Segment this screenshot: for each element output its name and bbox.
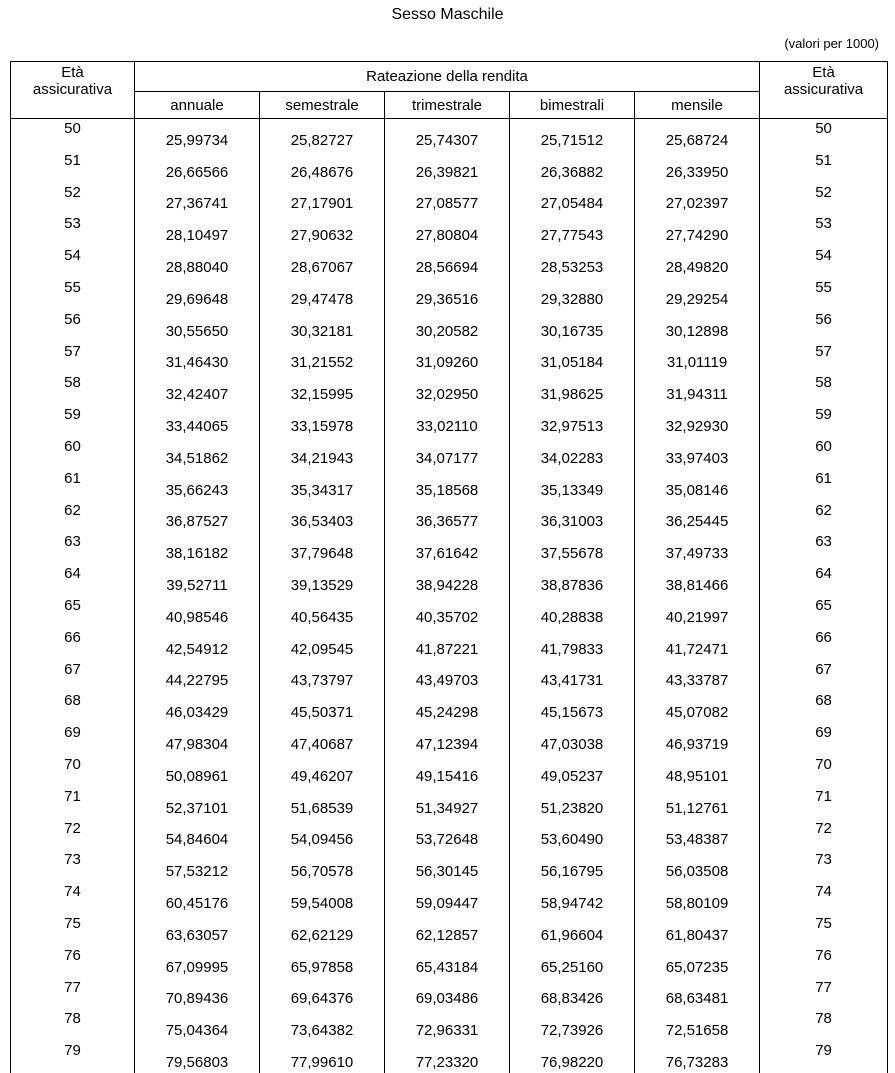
value-cell: 47,98304 xyxy=(135,723,260,755)
value-cell: 25,68724 xyxy=(635,119,760,151)
page-title: Sesso Maschile xyxy=(391,6,504,23)
table-row xyxy=(11,1041,888,1073)
age-cell: 54 xyxy=(11,246,135,278)
annuity-table xyxy=(10,61,888,1073)
value-cell: 49,46207 xyxy=(260,755,385,787)
table-row xyxy=(11,310,888,342)
value-cell: 42,54912 xyxy=(135,628,260,660)
age-cell: 60 xyxy=(11,437,135,469)
value-cell: 60,45176 xyxy=(135,882,260,914)
group-header: Rateazione della rendita xyxy=(135,62,760,92)
value-cell: 43,73797 xyxy=(260,660,385,692)
value-cell: 36,53403 xyxy=(260,501,385,533)
age-cell: 65 xyxy=(11,596,135,628)
age-cell-right: 55 xyxy=(760,278,888,310)
age-cell: 58 xyxy=(11,373,135,405)
age-cell-right: 77 xyxy=(760,978,888,1010)
age-cell-right: 51 xyxy=(760,151,888,183)
units-note: (valori per 1000) xyxy=(784,36,879,51)
age-header-left-line1: Età xyxy=(61,64,84,81)
value-cell: 56,70578 xyxy=(260,850,385,882)
value-cell: 30,32181 xyxy=(260,310,385,342)
value-cell: 41,79833 xyxy=(510,628,635,660)
age-cell: 69 xyxy=(11,723,135,755)
value-cell: 29,47478 xyxy=(260,278,385,310)
value-cell: 76,73283 xyxy=(635,1041,760,1073)
value-cell: 34,07177 xyxy=(385,437,510,469)
value-cell: 52,37101 xyxy=(135,787,260,819)
value-cell: 27,90632 xyxy=(260,214,385,246)
age-cell: 77 xyxy=(11,978,135,1010)
value-cell: 25,99734 xyxy=(135,119,260,151)
age-cell: 52 xyxy=(11,183,135,215)
value-cell: 33,97403 xyxy=(635,437,760,469)
table-row xyxy=(11,819,888,851)
value-cell: 31,46430 xyxy=(135,342,260,374)
age-cell: 72 xyxy=(11,819,135,851)
column-header: bimestrali xyxy=(510,92,635,119)
value-cell: 31,21552 xyxy=(260,342,385,374)
value-cell: 47,40687 xyxy=(260,723,385,755)
age-cell-right: 78 xyxy=(760,1009,888,1041)
age-cell: 79 xyxy=(11,1041,135,1073)
value-cell: 30,55650 xyxy=(135,310,260,342)
value-cell: 38,94228 xyxy=(385,564,510,596)
table-row xyxy=(11,755,888,787)
value-cell: 38,16182 xyxy=(135,532,260,564)
value-cell: 27,02397 xyxy=(635,183,760,215)
value-cell: 33,02110 xyxy=(385,405,510,437)
age-cell-right: 60 xyxy=(760,437,888,469)
value-cell: 28,56694 xyxy=(385,246,510,278)
value-cell: 27,05484 xyxy=(510,183,635,215)
column-header: mensile xyxy=(635,92,760,119)
value-cell: 41,72471 xyxy=(635,628,760,660)
value-cell: 72,51658 xyxy=(635,1009,760,1041)
value-cell: 42,09545 xyxy=(260,628,385,660)
value-cell: 32,42407 xyxy=(135,373,260,405)
value-cell: 27,80804 xyxy=(385,214,510,246)
value-cell: 40,56435 xyxy=(260,596,385,628)
value-cell: 29,69648 xyxy=(135,278,260,310)
value-cell: 39,13529 xyxy=(260,564,385,596)
value-cell: 28,49820 xyxy=(635,246,760,278)
value-cell: 35,08146 xyxy=(635,469,760,501)
column-header: annuale xyxy=(135,92,260,119)
table-row xyxy=(11,373,888,405)
value-cell: 26,36882 xyxy=(510,151,635,183)
value-cell: 72,73926 xyxy=(510,1009,635,1041)
table-row xyxy=(11,1009,888,1041)
age-cell: 56 xyxy=(11,310,135,342)
value-cell: 51,12761 xyxy=(635,787,760,819)
value-cell: 37,79648 xyxy=(260,532,385,564)
value-cell: 32,97513 xyxy=(510,405,635,437)
age-cell: 55 xyxy=(11,278,135,310)
value-cell: 28,10497 xyxy=(135,214,260,246)
value-cell: 63,63057 xyxy=(135,914,260,946)
age-cell: 73 xyxy=(11,850,135,882)
value-cell: 48,95101 xyxy=(635,755,760,787)
table-row xyxy=(11,437,888,469)
value-cell: 56,16795 xyxy=(510,850,635,882)
value-cell: 43,41731 xyxy=(510,660,635,692)
value-cell: 34,02283 xyxy=(510,437,635,469)
table-row xyxy=(11,850,888,882)
age-cell-right: 79 xyxy=(760,1041,888,1073)
value-cell: 79,56803 xyxy=(135,1041,260,1073)
value-cell: 26,33950 xyxy=(635,151,760,183)
value-cell: 65,43184 xyxy=(385,946,510,978)
age-cell-right: 54 xyxy=(760,246,888,278)
table-row xyxy=(11,246,888,278)
age-cell-right: 50 xyxy=(760,119,888,151)
age-cell-right: 61 xyxy=(760,469,888,501)
age-cell: 63 xyxy=(11,532,135,564)
value-cell: 69,03486 xyxy=(385,978,510,1010)
table-row xyxy=(11,278,888,310)
value-cell: 35,34317 xyxy=(260,469,385,501)
value-cell: 68,63481 xyxy=(635,978,760,1010)
table-row xyxy=(11,119,888,151)
age-header-right-line1: Età xyxy=(812,64,835,81)
value-cell: 45,24298 xyxy=(385,691,510,723)
value-cell: 53,72648 xyxy=(385,819,510,851)
value-cell: 75,04364 xyxy=(135,1009,260,1041)
value-cell: 27,08577 xyxy=(385,183,510,215)
age-cell-right: 70 xyxy=(760,755,888,787)
age-cell: 51 xyxy=(11,151,135,183)
age-cell: 59 xyxy=(11,405,135,437)
value-cell: 61,80437 xyxy=(635,914,760,946)
table-row xyxy=(11,183,888,215)
value-cell: 25,74307 xyxy=(385,119,510,151)
age-cell: 68 xyxy=(11,691,135,723)
value-cell: 53,60490 xyxy=(510,819,635,851)
value-cell: 54,09456 xyxy=(260,819,385,851)
age-cell-right: 56 xyxy=(760,310,888,342)
age-cell: 70 xyxy=(11,755,135,787)
value-cell: 38,87836 xyxy=(510,564,635,596)
age-cell-right: 76 xyxy=(760,946,888,978)
age-cell-right: 69 xyxy=(760,723,888,755)
table-row xyxy=(11,946,888,978)
value-cell: 25,82727 xyxy=(260,119,385,151)
table-row xyxy=(11,342,888,374)
table-row xyxy=(11,628,888,660)
table-row xyxy=(11,978,888,1010)
value-cell: 35,66243 xyxy=(135,469,260,501)
value-cell: 43,33787 xyxy=(635,660,760,692)
value-cell: 46,93719 xyxy=(635,723,760,755)
value-cell: 30,12898 xyxy=(635,310,760,342)
age-cell: 64 xyxy=(11,564,135,596)
table-row xyxy=(11,405,888,437)
age-header-right-line2: assicurativa xyxy=(783,81,864,98)
value-cell: 38,81466 xyxy=(635,564,760,596)
age-cell-right: 67 xyxy=(760,660,888,692)
value-cell: 45,07082 xyxy=(635,691,760,723)
age-cell-right: 63 xyxy=(760,532,888,564)
value-cell: 40,98546 xyxy=(135,596,260,628)
value-cell: 77,99610 xyxy=(260,1041,385,1073)
value-cell: 72,96331 xyxy=(385,1009,510,1041)
age-cell: 67 xyxy=(11,660,135,692)
value-cell: 77,23320 xyxy=(385,1041,510,1073)
value-cell: 36,31003 xyxy=(510,501,635,533)
value-cell: 61,96604 xyxy=(510,914,635,946)
age-cell: 66 xyxy=(11,628,135,660)
value-cell: 28,88040 xyxy=(135,246,260,278)
value-cell: 65,25160 xyxy=(510,946,635,978)
table-row xyxy=(11,151,888,183)
age-cell-right: 75 xyxy=(760,914,888,946)
table-row xyxy=(11,787,888,819)
value-cell: 39,52711 xyxy=(135,564,260,596)
column-header: trimestrale xyxy=(385,92,510,119)
value-cell: 37,49733 xyxy=(635,532,760,564)
value-cell: 31,09260 xyxy=(385,342,510,374)
value-cell: 49,05237 xyxy=(510,755,635,787)
value-cell: 40,35702 xyxy=(385,596,510,628)
value-cell: 58,94742 xyxy=(510,882,635,914)
value-cell: 27,77543 xyxy=(510,214,635,246)
age-cell-right: 58 xyxy=(760,373,888,405)
age-cell-right: 71 xyxy=(760,787,888,819)
value-cell: 62,12857 xyxy=(385,914,510,946)
value-cell: 28,67067 xyxy=(260,246,385,278)
table-row xyxy=(11,691,888,723)
age-cell-right: 74 xyxy=(760,882,888,914)
age-cell: 57 xyxy=(11,342,135,374)
value-cell: 33,44065 xyxy=(135,405,260,437)
value-cell: 30,16735 xyxy=(510,310,635,342)
age-cell: 75 xyxy=(11,914,135,946)
value-cell: 34,51862 xyxy=(135,437,260,469)
age-cell-right: 62 xyxy=(760,501,888,533)
value-cell: 59,54008 xyxy=(260,882,385,914)
table-row xyxy=(11,214,888,246)
value-cell: 26,48676 xyxy=(260,151,385,183)
value-cell: 69,64376 xyxy=(260,978,385,1010)
value-cell: 29,29254 xyxy=(635,278,760,310)
age-cell-right: 73 xyxy=(760,850,888,882)
value-cell: 31,94311 xyxy=(635,373,760,405)
value-cell: 33,15978 xyxy=(260,405,385,437)
value-cell: 35,18568 xyxy=(385,469,510,501)
value-cell: 50,08961 xyxy=(135,755,260,787)
age-cell: 53 xyxy=(11,214,135,246)
value-cell: 51,34927 xyxy=(385,787,510,819)
value-cell: 32,92930 xyxy=(635,405,760,437)
age-cell-right: 65 xyxy=(760,596,888,628)
value-cell: 73,64382 xyxy=(260,1009,385,1041)
value-cell: 62,62129 xyxy=(260,914,385,946)
age-cell-right: 59 xyxy=(760,405,888,437)
value-cell: 32,15995 xyxy=(260,373,385,405)
value-cell: 28,53253 xyxy=(510,246,635,278)
value-cell: 56,03508 xyxy=(635,850,760,882)
value-cell: 31,05184 xyxy=(510,342,635,374)
value-cell: 37,61642 xyxy=(385,532,510,564)
table-row xyxy=(11,660,888,692)
value-cell: 65,07235 xyxy=(635,946,760,978)
age-cell-right: 52 xyxy=(760,183,888,215)
value-cell: 54,84604 xyxy=(135,819,260,851)
age-cell-right: 57 xyxy=(760,342,888,374)
age-header-left xyxy=(11,62,135,119)
value-cell: 37,55678 xyxy=(510,532,635,564)
table-row xyxy=(11,882,888,914)
value-cell: 68,83426 xyxy=(510,978,635,1010)
value-cell: 47,12394 xyxy=(385,723,510,755)
value-cell: 45,15673 xyxy=(510,691,635,723)
age-header-right xyxy=(760,62,888,119)
table-row xyxy=(11,469,888,501)
value-cell: 29,32880 xyxy=(510,278,635,310)
value-cell: 46,03429 xyxy=(135,691,260,723)
value-cell: 67,09995 xyxy=(135,946,260,978)
value-cell: 26,39821 xyxy=(385,151,510,183)
age-cell-right: 68 xyxy=(760,691,888,723)
value-cell: 58,80109 xyxy=(635,882,760,914)
value-cell: 70,89436 xyxy=(135,978,260,1010)
age-cell-right: 53 xyxy=(760,214,888,246)
value-cell: 31,98625 xyxy=(510,373,635,405)
value-cell: 36,36577 xyxy=(385,501,510,533)
table-row xyxy=(11,564,888,596)
value-cell: 35,13349 xyxy=(510,469,635,501)
value-cell: 34,21943 xyxy=(260,437,385,469)
value-cell: 51,23820 xyxy=(510,787,635,819)
age-cell: 62 xyxy=(11,501,135,533)
value-cell: 44,22795 xyxy=(135,660,260,692)
value-cell: 56,30145 xyxy=(385,850,510,882)
table-body xyxy=(11,119,888,1073)
table-row xyxy=(11,596,888,628)
value-cell: 29,36516 xyxy=(385,278,510,310)
value-cell: 32,02950 xyxy=(385,373,510,405)
value-cell: 47,03038 xyxy=(510,723,635,755)
age-cell: 50 xyxy=(11,119,135,151)
value-cell: 27,17901 xyxy=(260,183,385,215)
value-cell: 25,71512 xyxy=(510,119,635,151)
table-row xyxy=(11,914,888,946)
table-row xyxy=(11,723,888,755)
value-cell: 30,20582 xyxy=(385,310,510,342)
value-cell: 51,68539 xyxy=(260,787,385,819)
value-cell: 76,98220 xyxy=(510,1041,635,1073)
table-row xyxy=(11,532,888,564)
value-cell: 40,28838 xyxy=(510,596,635,628)
age-cell: 71 xyxy=(11,787,135,819)
value-cell: 43,49703 xyxy=(385,660,510,692)
age-cell: 74 xyxy=(11,882,135,914)
value-cell: 26,66566 xyxy=(135,151,260,183)
value-cell: 41,87221 xyxy=(385,628,510,660)
value-cell: 36,25445 xyxy=(635,501,760,533)
age-cell-right: 64 xyxy=(760,564,888,596)
age-header-left-line2: assicurativa xyxy=(32,81,113,98)
value-cell: 27,36741 xyxy=(135,183,260,215)
column-header: semestrale xyxy=(260,92,385,119)
age-cell: 76 xyxy=(11,946,135,978)
table-row xyxy=(11,501,888,533)
value-cell: 40,21997 xyxy=(635,596,760,628)
value-cell: 59,09447 xyxy=(385,882,510,914)
value-cell: 36,87527 xyxy=(135,501,260,533)
value-cell: 31,01119 xyxy=(635,342,760,374)
age-cell: 61 xyxy=(11,469,135,501)
age-cell: 78 xyxy=(11,1009,135,1041)
value-cell: 45,50371 xyxy=(260,691,385,723)
age-cell-right: 66 xyxy=(760,628,888,660)
value-cell: 27,74290 xyxy=(635,214,760,246)
value-cell: 53,48387 xyxy=(635,819,760,851)
age-cell-right: 72 xyxy=(760,819,888,851)
value-cell: 65,97858 xyxy=(260,946,385,978)
value-cell: 49,15416 xyxy=(385,755,510,787)
value-cell: 57,53212 xyxy=(135,850,260,882)
